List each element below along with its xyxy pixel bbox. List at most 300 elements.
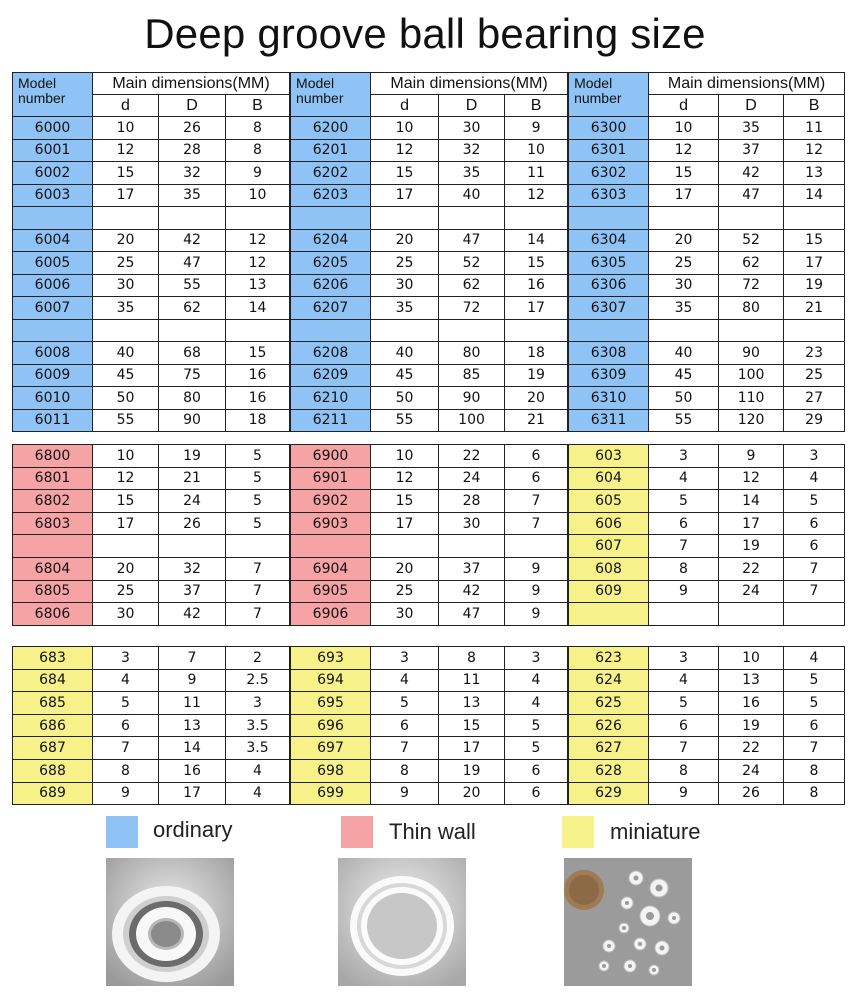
- bearing-table-690: [290, 646, 568, 805]
- dimension-cell-D: 7: [159, 647, 226, 670]
- model-cell: 6310: [569, 387, 649, 410]
- table-row: [569, 535, 845, 558]
- dimension-cell-d: 45: [649, 364, 719, 387]
- dimension-cell-d: [371, 319, 439, 342]
- model-cell: 6210: [291, 387, 371, 410]
- dimension-cell-D: 13: [159, 714, 226, 737]
- dimension-cell-d: 9: [371, 782, 439, 805]
- dimension-cell-d: 5: [649, 692, 719, 715]
- dimension-cell-B: 7: [226, 580, 290, 603]
- dimension-cell-D: 37: [159, 580, 226, 603]
- dimension-cell-B: 12: [226, 252, 290, 275]
- dimension-cell-d: 45: [371, 364, 439, 387]
- dimension-cell-D: [719, 603, 784, 626]
- dimension-cell-D: 19: [159, 445, 226, 468]
- dimension-cell-d: [649, 603, 719, 626]
- bearing-table-680: [12, 646, 290, 805]
- dimension-cell-d: 20: [93, 557, 159, 580]
- dimension-cell-D: [159, 207, 226, 230]
- dimension-cell-d: [93, 319, 159, 342]
- table-group-standard: [12, 72, 845, 432]
- dimension-cell-B: 6: [505, 445, 568, 468]
- dimension-cell-d: 10: [371, 445, 439, 468]
- dimension-cell-D: 37: [439, 557, 505, 580]
- table-row: [13, 319, 290, 342]
- table-row: [291, 409, 568, 432]
- bearing-table-6000: [12, 72, 290, 432]
- table-row: [569, 162, 845, 185]
- table-row: [13, 409, 290, 432]
- table-row: [291, 782, 568, 805]
- dimension-cell-B: 3.5: [226, 737, 290, 760]
- table-row: [291, 714, 568, 737]
- dimension-header-D: D: [439, 95, 505, 117]
- dimension-cell-d: 12: [93, 139, 159, 162]
- model-cell: 6001: [13, 139, 93, 162]
- dimension-cell-d: 50: [649, 387, 719, 410]
- dimension-cell-D: 35: [159, 184, 226, 207]
- model-cell: 6304: [569, 229, 649, 252]
- table-row: [569, 297, 845, 320]
- table-row: [569, 387, 845, 410]
- page-title: Deep groove ball bearing size: [144, 10, 706, 57]
- dimension-cell-D: 100: [439, 409, 505, 432]
- model-cell: 6202: [291, 162, 371, 185]
- dimension-cell-D: 17: [719, 512, 784, 535]
- dimension-cell-d: 15: [93, 490, 159, 513]
- dimension-cell-d: 8: [371, 759, 439, 782]
- dimension-cell-D: 16: [719, 692, 784, 715]
- dimension-cell-B: 7: [784, 737, 845, 760]
- dimension-cell-d: 30: [93, 274, 159, 297]
- table-row: [13, 207, 290, 230]
- model-cell: 6004: [13, 229, 93, 252]
- dimension-cell-D: 120: [719, 409, 784, 432]
- dimension-cell-D: 13: [439, 692, 505, 715]
- dimension-cell-d: 35: [93, 297, 159, 320]
- model-cell: 6311: [569, 409, 649, 432]
- dimension-cell-D: 47: [719, 184, 784, 207]
- table-row: [13, 184, 290, 207]
- dimension-cell-B: 15: [226, 342, 290, 365]
- dimension-cell-D: 26: [719, 782, 784, 805]
- table-row: [13, 252, 290, 275]
- table-row: [291, 139, 568, 162]
- dimension-cell-B: 5: [784, 669, 845, 692]
- model-cell: [569, 319, 649, 342]
- dimension-cell-d: 4: [371, 669, 439, 692]
- model-number-header-line: Model: [296, 75, 335, 91]
- dimension-cell-B: 7: [784, 557, 845, 580]
- dimension-header-B: B: [226, 95, 290, 117]
- table-row: [13, 445, 290, 468]
- model-cell: 6204: [291, 229, 371, 252]
- dimension-cell-D: 62: [159, 297, 226, 320]
- dimension-cell-B: 9: [505, 580, 568, 603]
- dimension-cell-D: 85: [439, 364, 505, 387]
- main-dimensions-header: Main dimensions(MM): [371, 73, 568, 95]
- table-row: [569, 714, 845, 737]
- table-row: [13, 297, 290, 320]
- table-row: [291, 229, 568, 252]
- dimension-cell-D: 110: [719, 387, 784, 410]
- model-cell: 6006: [13, 274, 93, 297]
- table-group-thin-wall: [12, 444, 845, 626]
- model-cell: 6005: [13, 252, 93, 275]
- table-row: [291, 512, 568, 535]
- model-cell: 6903: [291, 512, 371, 535]
- dimension-cell-d: 30: [93, 603, 159, 626]
- table-row: [569, 647, 845, 670]
- dimension-cell-d: 8: [93, 759, 159, 782]
- dimension-cell-d: 30: [371, 603, 439, 626]
- dimension-cell-d: 25: [93, 580, 159, 603]
- dimension-cell-D: 24: [719, 580, 784, 603]
- dimension-cell-D: 47: [439, 229, 505, 252]
- dimension-cell-d: 9: [93, 782, 159, 805]
- dimension-cell-B: 21: [505, 409, 568, 432]
- dimension-header-D: D: [159, 95, 226, 117]
- dimension-header-B: B: [505, 95, 568, 117]
- model-cell: 6901: [291, 467, 371, 490]
- main-dimensions-header: Main dimensions(MM): [93, 73, 290, 95]
- dimension-header-d: d: [649, 95, 719, 117]
- table-row: [569, 692, 845, 715]
- dimension-cell-D: 90: [439, 387, 505, 410]
- dimension-cell-D: 14: [159, 737, 226, 760]
- dimension-cell-B: 9: [226, 162, 290, 185]
- dimension-cell-D: 68: [159, 342, 226, 365]
- model-cell: 699: [291, 782, 371, 805]
- model-cell: 6201: [291, 139, 371, 162]
- dimension-cell-D: 17: [159, 782, 226, 805]
- dimension-cell-D: 100: [719, 364, 784, 387]
- model-cell: [291, 319, 371, 342]
- dimension-cell-D: 21: [159, 467, 226, 490]
- model-cell: 605: [569, 490, 649, 513]
- model-cell: 6301: [569, 139, 649, 162]
- dimension-cell-B: 5: [226, 512, 290, 535]
- dimension-cell-B: 9: [505, 603, 568, 626]
- table-row: [291, 297, 568, 320]
- dimension-cell-D: 42: [719, 162, 784, 185]
- dimension-cell-D: 47: [159, 252, 226, 275]
- dimension-cell-d: 10: [93, 117, 159, 140]
- table-row: [13, 117, 290, 140]
- dimension-cell-D: 90: [159, 409, 226, 432]
- dimension-cell-D: 26: [159, 512, 226, 535]
- dimension-cell-D: 19: [719, 535, 784, 558]
- dimension-cell-d: 3: [649, 445, 719, 468]
- model-cell: [291, 535, 371, 558]
- legend-miniature-swatch: [562, 816, 594, 848]
- dimension-cell-d: 20: [649, 229, 719, 252]
- table-row: [569, 364, 845, 387]
- model-cell: 6900: [291, 445, 371, 468]
- dimension-cell-d: 50: [93, 387, 159, 410]
- dimension-cell-D: 32: [159, 162, 226, 185]
- model-cell: 6305: [569, 252, 649, 275]
- dimension-cell-B: 4: [505, 669, 568, 692]
- dimension-cell-D: [439, 319, 505, 342]
- model-cell: 603: [569, 445, 649, 468]
- dimension-cell-d: 9: [649, 782, 719, 805]
- dimension-cell-D: 90: [719, 342, 784, 365]
- dimension-cell-d: [649, 319, 719, 342]
- dimension-cell-B: 14: [784, 184, 845, 207]
- model-cell: 694: [291, 669, 371, 692]
- bearing-table-600: [568, 444, 845, 626]
- dimension-cell-B: 16: [226, 387, 290, 410]
- model-cell: 688: [13, 759, 93, 782]
- table-group-miniature: [12, 646, 845, 805]
- dimension-cell-B: 8: [226, 117, 290, 140]
- table-row: [569, 669, 845, 692]
- dimension-cell-D: 24: [719, 759, 784, 782]
- dimension-cell-B: 17: [505, 297, 568, 320]
- table-row: [13, 342, 290, 365]
- dimension-cell-D: 52: [719, 229, 784, 252]
- model-cell: 604: [569, 467, 649, 490]
- dimension-cell-B: [505, 535, 568, 558]
- dimension-cell-B: 12: [226, 229, 290, 252]
- dimension-cell-d: 5: [371, 692, 439, 715]
- dimension-cell-d: 6: [371, 714, 439, 737]
- table-row: [569, 229, 845, 252]
- dimension-cell-B: 18: [505, 342, 568, 365]
- dimension-cell-D: [439, 535, 505, 558]
- table-row: [13, 467, 290, 490]
- dimension-cell-D: 26: [159, 117, 226, 140]
- table-row: [13, 759, 290, 782]
- dimension-cell-D: 24: [439, 467, 505, 490]
- model-cell: 683: [13, 647, 93, 670]
- dimension-cell-D: 80: [439, 342, 505, 365]
- model-cell: 6300: [569, 117, 649, 140]
- legend-thin-wall-swatch: [341, 816, 373, 848]
- dimension-cell-B: 27: [784, 387, 845, 410]
- model-number-header-line: number: [18, 90, 66, 106]
- dimension-cell-d: 6: [93, 714, 159, 737]
- model-cell: 6000: [13, 117, 93, 140]
- dimension-cell-B: 5: [505, 714, 568, 737]
- bearing-table-6300: [568, 72, 845, 432]
- table-row: [291, 319, 568, 342]
- dimension-cell-B: 8: [784, 782, 845, 805]
- dimension-cell-D: 47: [439, 603, 505, 626]
- dimension-cell-B: 3: [784, 445, 845, 468]
- dimension-cell-d: 10: [371, 117, 439, 140]
- dimension-cell-D: [719, 207, 784, 230]
- dimension-cell-D: 10: [719, 647, 784, 670]
- table-row: [13, 364, 290, 387]
- table-row: [13, 387, 290, 410]
- table-row: [13, 647, 290, 670]
- model-cell: 6209: [291, 364, 371, 387]
- dimension-cell-B: 13: [784, 162, 845, 185]
- dimension-cell-d: 25: [371, 252, 439, 275]
- dimension-cell-d: 55: [371, 409, 439, 432]
- model-cell: 6302: [569, 162, 649, 185]
- table-row: [13, 737, 290, 760]
- dimension-cell-B: 4: [226, 782, 290, 805]
- dimension-cell-d: [649, 207, 719, 230]
- dimension-cell-d: 20: [93, 229, 159, 252]
- dimension-cell-d: 20: [371, 229, 439, 252]
- dimension-cell-D: 28: [439, 490, 505, 513]
- dimension-cell-B: 14: [226, 297, 290, 320]
- model-number-header-line: Model: [18, 75, 57, 91]
- dimension-cell-D: 22: [719, 557, 784, 580]
- model-cell: 6205: [291, 252, 371, 275]
- model-cell: [13, 319, 93, 342]
- model-cell: 6308: [569, 342, 649, 365]
- model-cell: 6008: [13, 342, 93, 365]
- table-row: [13, 782, 290, 805]
- model-cell: 686: [13, 714, 93, 737]
- table-row: [13, 229, 290, 252]
- table-row: [13, 692, 290, 715]
- model-number-header-line: Model: [574, 75, 613, 91]
- model-cell: 627: [569, 737, 649, 760]
- model-cell: 6207: [291, 297, 371, 320]
- table-row: [13, 535, 290, 558]
- table-row: [291, 162, 568, 185]
- dimension-cell-D: 35: [439, 162, 505, 185]
- dimension-cell-D: 32: [439, 139, 505, 162]
- table-row: [569, 782, 845, 805]
- table-row: [291, 387, 568, 410]
- table-row: [291, 445, 568, 468]
- dimension-cell-d: 17: [93, 184, 159, 207]
- model-cell: 6208: [291, 342, 371, 365]
- dimension-cell-d: [371, 535, 439, 558]
- model-cell: 6801: [13, 467, 93, 490]
- model-cell: 628: [569, 759, 649, 782]
- dimension-cell-B: 2.5: [226, 669, 290, 692]
- table-row: [569, 207, 845, 230]
- dimension-cell-D: 42: [439, 580, 505, 603]
- dimension-cell-B: 11: [505, 162, 568, 185]
- dimension-cell-D: [439, 207, 505, 230]
- dimension-cell-d: 35: [371, 297, 439, 320]
- dimension-cell-d: 8: [649, 759, 719, 782]
- dimension-cell-d: 12: [649, 139, 719, 162]
- bearing-table-6800: [12, 444, 290, 626]
- dimension-cell-B: 5: [784, 692, 845, 715]
- dimension-cell-D: 42: [159, 229, 226, 252]
- dimension-cell-d: 25: [93, 252, 159, 275]
- table-row: [569, 557, 845, 580]
- dimension-cell-B: 19: [784, 274, 845, 297]
- dimension-cell-B: 12: [784, 139, 845, 162]
- model-cell: [13, 535, 93, 558]
- bearing-table-6200: [290, 72, 568, 432]
- model-cell: 6309: [569, 364, 649, 387]
- dimension-cell-d: [93, 535, 159, 558]
- table-row: [13, 162, 290, 185]
- dimension-cell-B: 17: [784, 252, 845, 275]
- dimension-cell-D: 80: [159, 387, 226, 410]
- dimension-cell-B: 7: [784, 580, 845, 603]
- model-cell: 6307: [569, 297, 649, 320]
- legend-thin-wall-label: Thin wall: [389, 819, 476, 844]
- dimension-cell-d: [371, 207, 439, 230]
- model-number-header: [13, 73, 93, 117]
- dimension-cell-B: 3.5: [226, 714, 290, 737]
- dimension-cell-B: 7: [226, 603, 290, 626]
- model-number-header: [291, 73, 371, 117]
- dimension-cell-d: 10: [93, 445, 159, 468]
- model-cell: 6010: [13, 387, 93, 410]
- dimension-cell-d: 12: [93, 467, 159, 490]
- dimension-cell-B: 12: [505, 184, 568, 207]
- dimension-cell-D: 15: [439, 714, 505, 737]
- dimension-cell-B: 5: [784, 490, 845, 513]
- dimension-cell-d: 12: [371, 139, 439, 162]
- bearing-table-6900: [290, 444, 568, 626]
- model-cell: 6805: [13, 580, 93, 603]
- table-row: [13, 580, 290, 603]
- dimension-cell-d: 50: [371, 387, 439, 410]
- dimension-cell-B: 29: [784, 409, 845, 432]
- table-row: [291, 535, 568, 558]
- model-cell: 698: [291, 759, 371, 782]
- dimension-cell-B: 7: [226, 557, 290, 580]
- table-row: [13, 714, 290, 737]
- model-cell: 6200: [291, 117, 371, 140]
- dimension-cell-B: 5: [226, 445, 290, 468]
- table-row: [569, 737, 845, 760]
- model-cell: 625: [569, 692, 649, 715]
- dimension-cell-B: 5: [505, 737, 568, 760]
- dimension-cell-B: 2: [226, 647, 290, 670]
- table-row: [569, 467, 845, 490]
- miniature-bearings-with-coin-photo: [564, 858, 692, 986]
- dimension-cell-D: 11: [159, 692, 226, 715]
- dimension-cell-d: 20: [371, 557, 439, 580]
- table-row: [291, 669, 568, 692]
- dimension-cell-B: 10: [505, 139, 568, 162]
- dimension-cell-D: 37: [719, 139, 784, 162]
- dimension-cell-B: 6: [784, 535, 845, 558]
- dimension-cell-D: 62: [439, 274, 505, 297]
- dimension-cell-B: 11: [784, 117, 845, 140]
- dimension-cell-d: 5: [93, 692, 159, 715]
- dimension-cell-d: 40: [93, 342, 159, 365]
- model-cell: 6802: [13, 490, 93, 513]
- dimension-cell-D: 52: [439, 252, 505, 275]
- dimension-cell-B: 6: [505, 467, 568, 490]
- dimension-cell-d: 30: [371, 274, 439, 297]
- dimension-cell-d: 3: [93, 647, 159, 670]
- model-cell: 6007: [13, 297, 93, 320]
- table-row: [569, 445, 845, 468]
- table-row: [569, 274, 845, 297]
- model-cell: 6009: [13, 364, 93, 387]
- dimension-cell-B: 23: [784, 342, 845, 365]
- dimension-cell-D: 62: [719, 252, 784, 275]
- dimension-cell-d: [93, 207, 159, 230]
- dimension-cell-d: 17: [649, 184, 719, 207]
- dimension-cell-D: [719, 319, 784, 342]
- table-row: [291, 580, 568, 603]
- table-row: [291, 557, 568, 580]
- model-cell: 6803: [13, 512, 93, 535]
- dimension-cell-B: 25: [784, 364, 845, 387]
- dimension-cell-d: 8: [649, 557, 719, 580]
- dimension-cell-D: 55: [159, 274, 226, 297]
